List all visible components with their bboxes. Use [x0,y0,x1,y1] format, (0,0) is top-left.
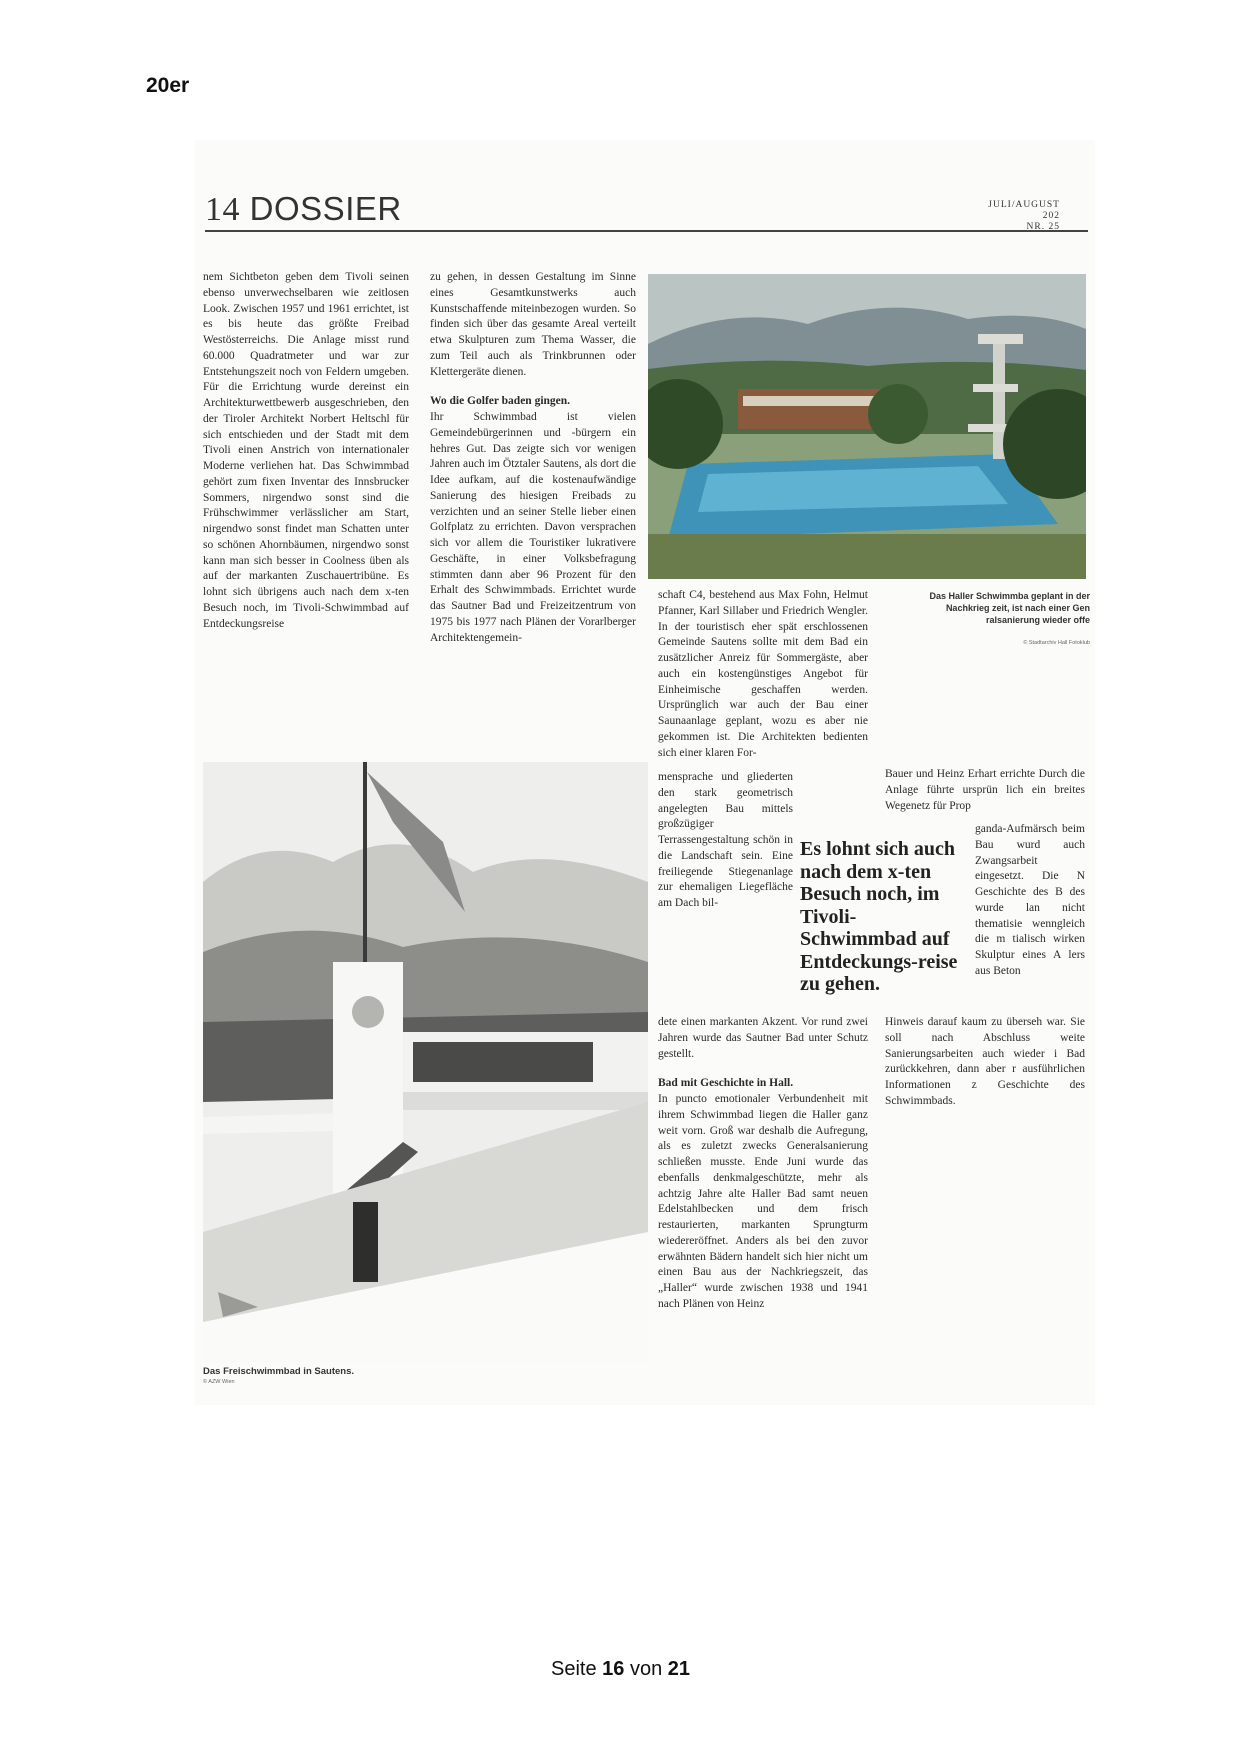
document-header-label: 20er [146,74,190,97]
article-paragraph: Hinweis darauf kaum zu überseh war. Sie soll nach Abschluss weite Sanierungsarbeiten auch wieder i Bad zurückkehren, dann aber r ausführlichen Informationen z Geschichte des Schwimmbads. [885,1016,1085,1107]
footer-separator: von [624,1658,668,1680]
haller-schwimmbad-photo [648,274,1086,579]
issue-number: NR. 25 [1026,222,1060,232]
title-rule [205,230,1088,232]
article-paragraph: nem Sichtbeton geben dem Tivoli seinen ebenso unverwechselbaren wie zeitlosen Look. Zwischen 1957 und 1961 errichtet, ist es bis heute das größte Freibad Westösterreichs. Die Anlage misst rund 60.000 Quadratmeter und war zur Entstehungszeit noch von Feldern umgeben. Für die Errichtung wurde dereinst ein Architekturwettbewerb ausgeschrieben, den der Tiroler Architekt Norbert Heltschl für sich entschieden und der Stadt mit dem Tivoli einen Anstrich von internationaler Moderne verliehen hat. Das Schwimmbad gehört zum fixen Inventar des Innsbrucker Sommers, nirgendwo sonst sind die Frühschwimmer verlässlicher am Start, nirgendwo sonst findet man Schatten unter so schönen Ahornbäumen, nirgendwo sonst kann man sich besser in Coolness üben als auf der markanten Zuschauertribüne. Es lohnt sich übrigens auch nach dem x-ten Besuch noch, im Tivoli-Schwimmbad auf Entdeckungsreise [203,271,409,630]
issue-date: JULI/AUGUST 202 [988,200,1060,221]
article-paragraph: ganda-Aufmärsch beim Bau wurd auch Zwangsarbeit eingesetzt. Die N Geschichte des B des wurde lan nicht thematisie wenngleich die m tialisch wirken Skulptur eines A lers aus Beton [975,823,1085,977]
article-paragraph: mensprache und gliederten den stark geometrisch angelegten Bau mittels großzügiger Terrassengestaltung schön in die Landschaft sein. Eine freiliegende Stiegenanlage zur ehemaligen Liegefläche am Dach bil- [658,771,793,909]
article-paragraph: Ihr Schwimmbad ist vielen Gemeindebürgerinnen und -bürgern ein hehres Gut. Das zeigte sich vor wenigen Jahren auch im Ötztaler Sautens, als dort die Idee aufkam, auf die kostenaufwändige Sanierung des hiesigen Freibads zu verzichten und an seiner Stelle lieber einen Golfplatz zu errichten. Davon versprachen sich vor allem die Touristiker lukrativere Geschäfte, in einer Volksbefragung stimmten dann aber 96 Prozent für den Erhalt des Schwimmbads. Errichtet wurde das Sautner Bad und Freizeitzentrum von 1975 bis 1977 nach Plänen der Vorarlberger Architektengemein- [430,411,636,644]
page-footer [0,1658,1241,1681]
footer-current-page: 16 [602,1658,625,1680]
subheading-hall: Bad mit Geschichte in Hall. [658,1077,794,1090]
article-column-3-lower [658,1015,868,1313]
subheading-golfer: Wo die Golfer baden gingen. [430,395,571,408]
section-name: DOSSIER [249,190,402,227]
pull-quote: Es lohnt sich auch nach dem x-ten Besuch noch, im Tivoli-Schwimmbad auf Entdeckungs-reise zu gehen. [800,838,958,995]
article-paragraph: zu gehen, in dessen Gestaltung im Sinne eines Gesamtkunstwerks auch Kunstschaffende miteinbezogen wurden. So finden sich über das gesamte Areal verteilt etwa Skulpturen zum Thema Wasser, die zum Teil auch als Trinkbrunnen oder Klettergeräte dienen. [430,271,636,378]
article-column-3-narrow [658,770,793,912]
footer-total-pages: 21 [667,1658,690,1680]
article-column-1 [203,270,409,632]
article-paragraph: Bauer und Heinz Erhart errichte Durch die Anlage führte ursprün lich ein breites Wegenetz für Prop [885,768,1085,812]
photo-caption-sautens: Das Freischwimmbad in Sautens. [203,1366,354,1377]
article-column-3 [658,588,868,761]
article-column-4-narrow [975,822,1085,980]
footer-prefix: Seite [550,1658,603,1680]
issue-info [970,200,1060,233]
photo-credit-haller: © Stadtarchiv Hall Fotoklub [1023,640,1090,646]
article-column-4-lower [885,1015,1085,1110]
article-paragraph: dete einen markanten Akzent. Vor rund zwei Jahren wurde das Sautner Bad unter Schutz gestellt. [658,1016,868,1060]
photo-caption-haller: Das Haller Schwimmba geplant in der Nachkrieg zeit, ist nach einer Gen ralsanierung wieder offe [929,591,1090,625]
article-paragraph: schaft C4, bestehend aus Max Fohn, Helmut Pfanner, Karl Sillaber und Friedrich Wengler. In der touristisch eher spät erschlossenen Gemeinde Sautens sollte mit dem Bad ein zusätzlicher Anreiz für Sommergäste, aber auch ein kostengünstiges Angebot für Einheimische geschaffen werden. Ursprünglich war auch der Bau einer Saunaanlage geplant, wozu es aber nie gekommen ist. Die Architekten bedienten sich einer klaren For- [658,589,868,759]
page-number: 14 [205,191,240,228]
sautens-freibad-photo [203,762,648,1362]
page-title [205,190,402,229]
article-column-4 [885,767,1085,814]
article-paragraph: In puncto emotionaler Verbundenheit mit ihrem Schwimmbad liegen die Haller ganz weit vorn. Groß war deshalb die Aufregung, als es zuletzt zwecks Generalsanierung schließen musste. Ende Juni wurde das ebenfalls denkmalgeschützte, mehr als achtzig Jahre alte Haller Bad samt neuen Edelstahlbecken und dem frisch restaurierten, markanten Sprungturm wiedereröffnet. Anders als bei den zuvor erwähnten Bädern handelt sich hier nicht um einen Bau aus der Nachkriegszeit, das „Haller“ wurde zwischen 1938 und 1941 nach Plänen von Heinz [658,1093,868,1310]
article-column-2 [430,270,636,646]
photo-credit-sautens: © AZW Wien [203,1379,235,1385]
